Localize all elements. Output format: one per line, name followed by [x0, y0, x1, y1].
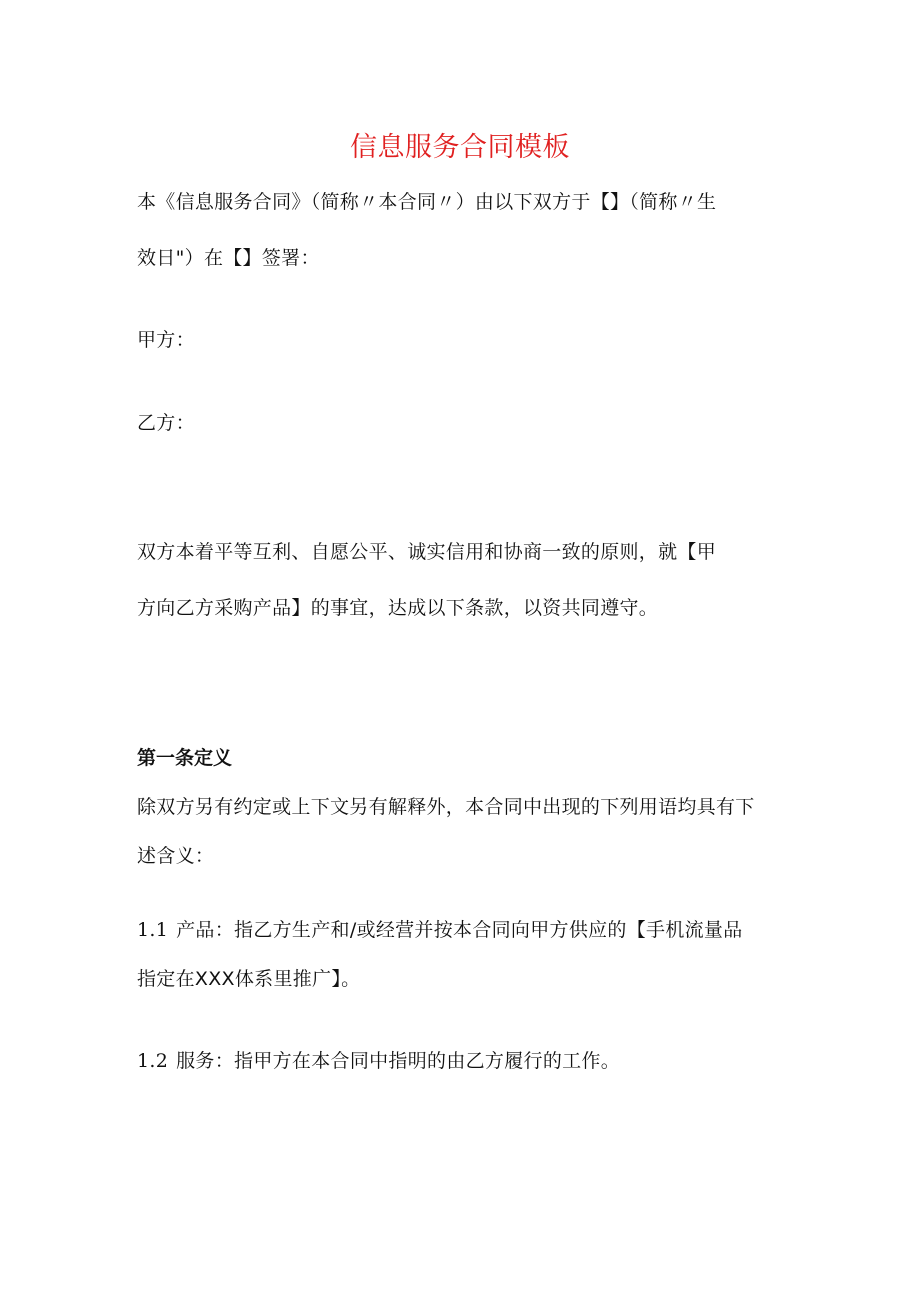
intro-line-2: 效日"）在【】签署：	[137, 247, 320, 269]
clause-1-1-line-1	[137, 916, 743, 944]
principle-line-2: 方向乙方采购产品】的事宜，达成以下条款，以资共同遵守。	[137, 597, 659, 619]
article-1-heading: 第一条定义	[137, 747, 233, 769]
clause-1-2-line-1	[137, 1047, 620, 1075]
document-title: 信息服务合同模板	[350, 132, 570, 163]
party-a-label: 甲方：	[137, 329, 195, 351]
clause-text: 服务：指甲方在本合同中指明的由乙方履行的工作。	[176, 1050, 621, 1072]
clause-number: 1.2	[137, 1050, 169, 1072]
intro-line-1: 本《信息服务合同》（简称〃本合同〃）由以下双方于【】（简称〃生	[137, 191, 717, 213]
clause-1-1-line-2: 指定在XXX体系里推广】。	[137, 968, 361, 990]
clause-text: 产品：指乙方生产和/或经营并按本合同向甲方供应的【手机流量品	[176, 919, 743, 941]
principle-line-1: 双方本着平等互利、自愿公平、诚实信用和协商一致的原则，就【甲	[137, 541, 717, 563]
article-1-desc-line-2: 述含义：	[137, 845, 215, 867]
party-b-label: 乙方：	[137, 412, 195, 434]
article-1-desc-line-1: 除双方另有约定或上下文另有解释外，本合同中出现的下列用语均具有下	[137, 796, 755, 818]
clause-number: 1.1	[137, 919, 169, 941]
